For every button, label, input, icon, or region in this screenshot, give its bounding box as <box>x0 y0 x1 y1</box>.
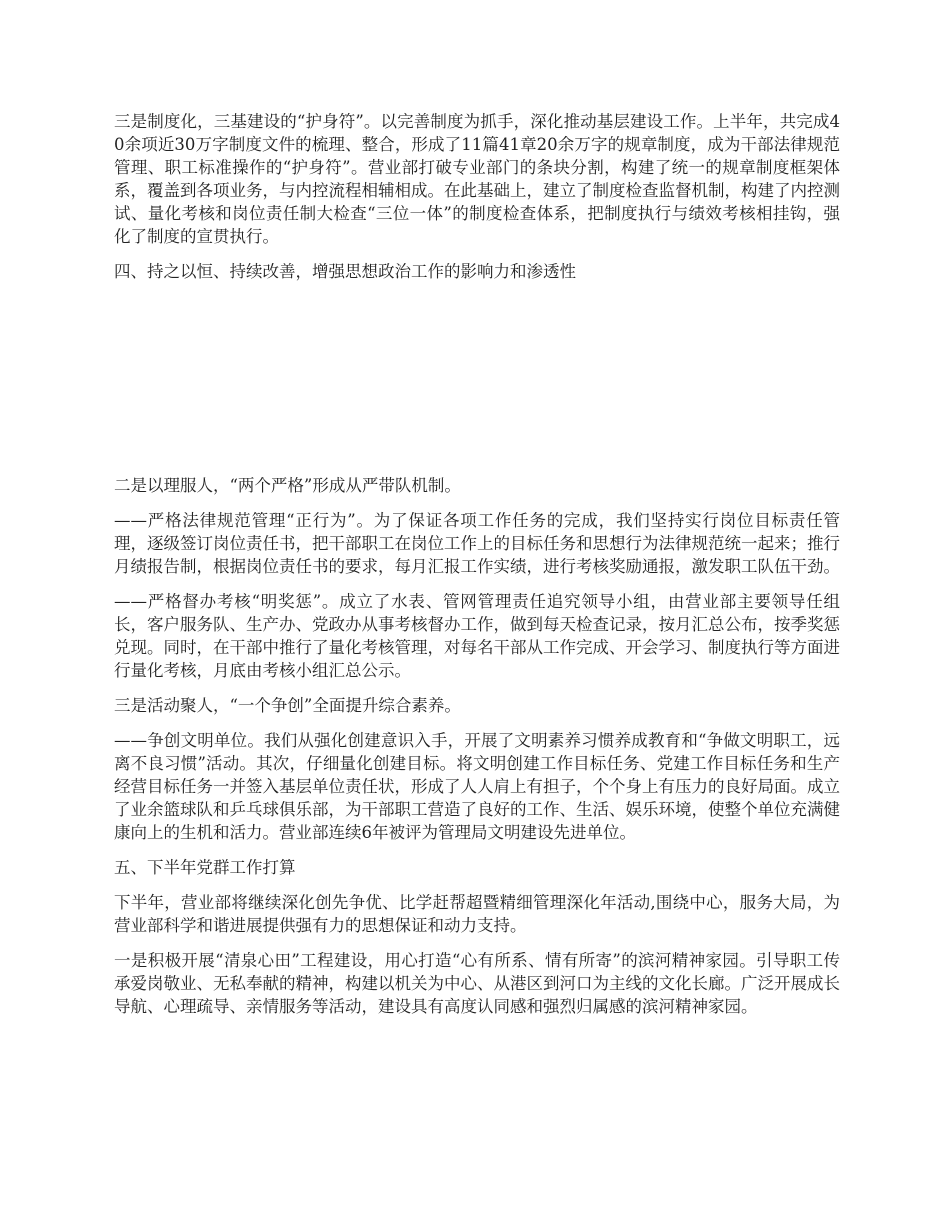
section-heading-four: 四、持之以恒、持续改善，增强思想政治工作的影响力和渗透性 <box>114 262 576 281</box>
blank-space <box>114 295 840 474</box>
paragraph-institutionalization: 三是制度化，三基建设的“护身符”。以完善制度为抓手，深化推动基层建设工作。上半年，共完成40余项近30万字制度文件的梳理、整合，形成了11篇41章20余万字的规章制度，成为干部法律规范管理、职工标准操作的“护身符”。营业部打破专业部门的条块分割，构建了统一的规章制度框架体系，覆盖到各项业务，与内控流程相辅相成。在此基础上，建立了制度检查监督机制，构建了内控测试、量化考核和岗位责任制大检查“三位一体”的制度检查体系，把制度执行与绩效考核相挂钩，强化了制度的宣贯执行。 <box>114 112 840 246</box>
paragraph-civilized-unit: ——争创文明单位。我们从强化创建意识入手，开展了文明素养习惯养成教育和“争做文明职工，远离不良习惯”活动。其次，仔细量化创建目标。将文明创建工作目标任务、党建工作目标任务和生产经营目标任务一并签入基层单位责任状，形成了人人肩上有担子，个个身上有压力的良好局面。成立了业余篮球队和乒乓球俱乐部，为干部职工营造了良好的工作、生活、娱乐环境，使整个单位充满健康向上的生机和活力。营业部连续6年被评为管理局文明建设先进单位。 <box>114 731 840 842</box>
paragraph-reasoning: 二是以理服人，“两个严格”形成从严带队机制。 <box>114 476 461 495</box>
paragraph-spirit-home: 一是积极开展“清泉心田”工程建设，用心打造“心有所系、情有所寄”的滨河精神家园。引导职工传承爱岗敬业、无私奉献的精神，构建以机关为中心、从港区到河口为主线的文化长廊。广泛开展成长导航、心理疏导、亲情服务等活动，建设具有高度认同感和强烈归属感的滨河精神家园。 <box>114 951 840 1016</box>
section-heading-five: 五、下半年党群工作打算 <box>114 858 296 877</box>
document-page <box>114 110 840 1030</box>
paragraph-activities: 三是活动聚人，“一个争创”全面提升综合素养。 <box>114 696 461 715</box>
paragraph-second-half: 下半年，营业部将继续深化创先争优、比学赶帮超暨精细管理深化年活动,围绕中心，服务大局，为营业部科学和谐进展提供强有力的思想保证和动力支持。 <box>114 893 840 935</box>
paragraph-legal-management: ——严格法律规范管理“正行为”。为了保证各项工作任务的完成，我们坚持实行岗位目标责任管理，逐级签订岗位责任书，把干部职工在岗位工作上的目标任务和思想行为法律规范统一起来；推行月绩报告制，根据岗位责任书的要求，每月汇报工作实绩，进行考核奖励通报，激发职工队伍干劲。 <box>114 511 840 576</box>
paragraph-supervision: ——严格督办考核“明奖惩”。成立了水表、管网管理责任追究领导小组，由营业部主要领导任组长，客户服务队、生产办、党政办从事考核督办工作，做到每天检查记录，按月汇总公布，按季奖惩兑现。同时，在干部中推行了量化考核管理，对每名干部从工作完成、开会学习、制度执行等方面进行量化考核，月底由考核小组汇总公示。 <box>114 592 840 680</box>
